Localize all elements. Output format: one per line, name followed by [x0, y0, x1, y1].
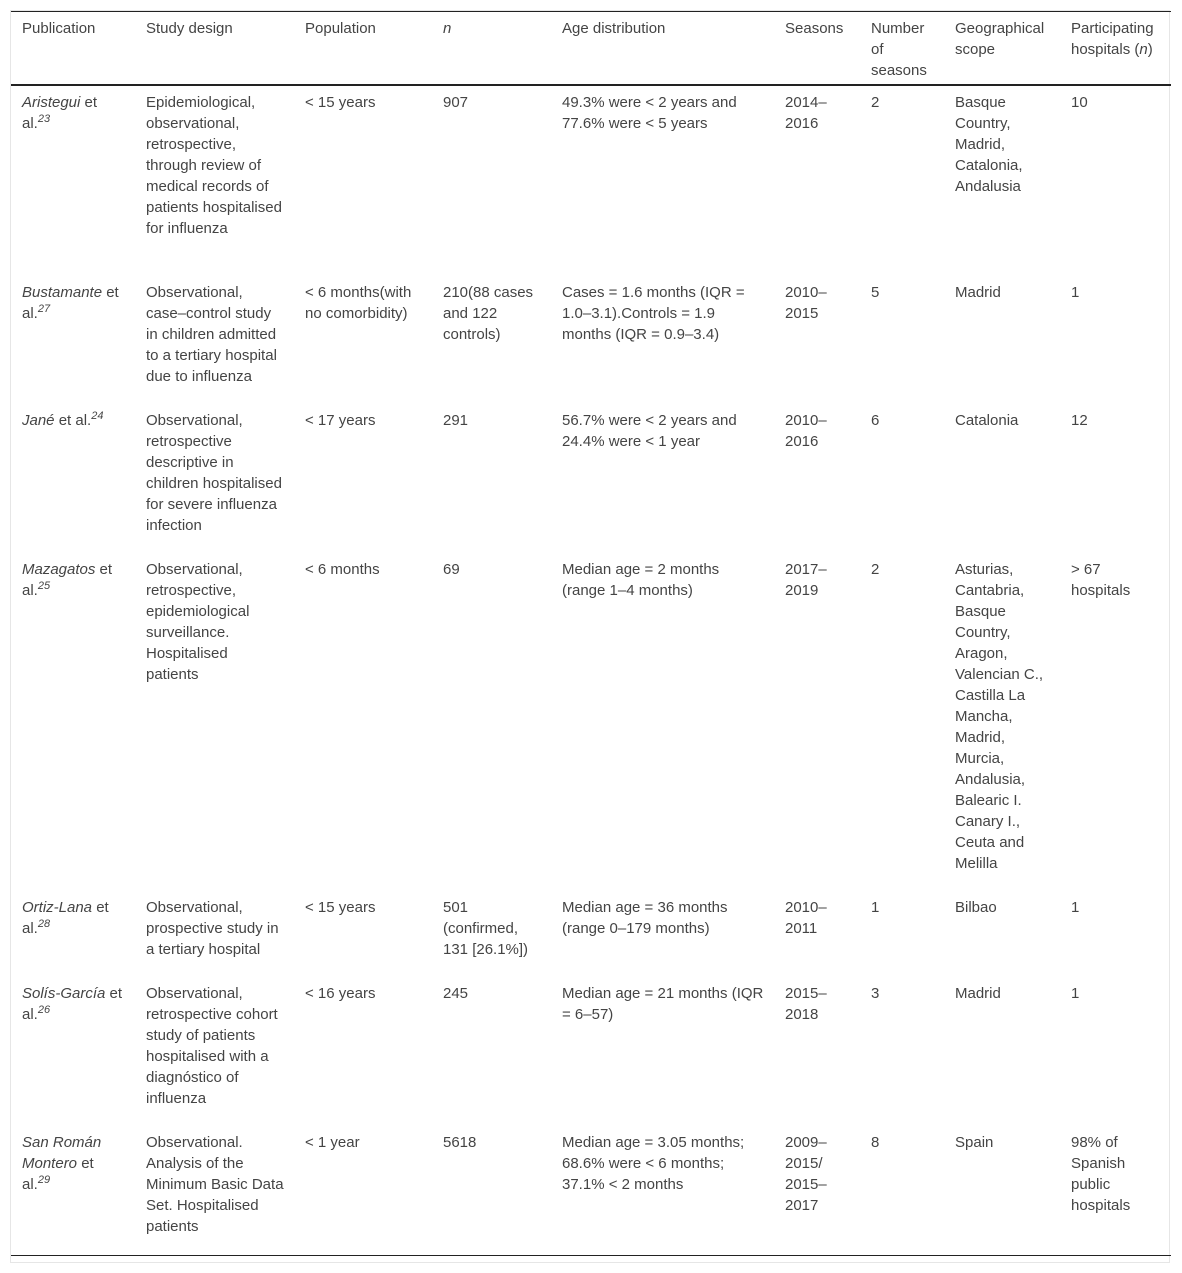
- header-n: n: [443, 20, 452, 37]
- cell-geographical-scope: Bilbao: [955, 899, 997, 916]
- cell-seasons: 2017–2019: [785, 561, 827, 599]
- cell-publication: [11, 891, 135, 977]
- cell-number-of-seasons: 1: [871, 899, 880, 916]
- cell-study-design: Observational. Analysis of the Minimum Basic Data Set. Hospitalised patients: [146, 1134, 284, 1235]
- cell-publication: [11, 553, 135, 891]
- cell-number-of-seasons: 2: [871, 94, 880, 111]
- cell-n: 5618: [443, 1134, 477, 1151]
- header-age-distribution: Age distribution: [562, 20, 666, 37]
- cell-number-of-seasons: 6: [871, 412, 880, 429]
- cell-n: 210(88 cases and 122 controls): [443, 284, 534, 343]
- cell-age-distribution: Median age = 3.05 months; 68.6% were < 6 months; 37.1% < 2 months: [562, 1134, 745, 1193]
- cell-population: < 15 years: [305, 94, 376, 111]
- table-row: [11, 1126, 1171, 1255]
- cell-age-distribution: 56.7% were < 2 years and 24.4% were < 1 year: [562, 412, 737, 450]
- cell-age-distribution: Median age = 36 months (range 0–179 months): [562, 899, 728, 937]
- et-al: et al.: [22, 284, 119, 322]
- table-row: [11, 85, 1171, 276]
- header-number-of-seasons: Number of seasons: [871, 20, 927, 79]
- reference-number: 29: [37, 1174, 51, 1186]
- header-publication: Publication: [22, 20, 96, 37]
- cell-seasons: 2009–2015/ 2015–2017: [785, 1134, 827, 1214]
- cell-study-design: Epidemiological, observational, retrospective, through review of medical records of patients hospitalised for influenza: [146, 94, 282, 237]
- header-study-design: Study design: [146, 20, 233, 37]
- cell-publication: [11, 977, 135, 1126]
- table-row: [11, 276, 1171, 404]
- reference-number: 23: [37, 113, 51, 125]
- cell-geographical-scope: Madrid: [955, 985, 1001, 1002]
- reference-number: 24: [91, 410, 104, 422]
- cell-seasons: 2010–2011: [785, 899, 827, 937]
- cell-population: < 6 months(with no comorbidity): [305, 284, 412, 322]
- cell-geographical-scope: Asturias, Cantabria, Basque Country, Aragon, Valencian C., Castilla La Mancha, Madrid, Murcia, Andalusia, Balearic I. Canary I., Ceuta and Melilla: [955, 561, 1044, 872]
- author-name: Ortiz-Lana: [22, 899, 93, 916]
- cell-participating-hospitals: 1: [1071, 899, 1080, 916]
- cell-publication: [11, 404, 135, 553]
- cell-participating-hospitals: 12: [1071, 412, 1088, 429]
- header-geographical-scope: Geographical scope: [955, 20, 1045, 58]
- cell-age-distribution: Median age = 21 months (IQR = 6–57): [562, 985, 764, 1023]
- cell-participating-hospitals: 98% of Spanish public hospitals: [1071, 1134, 1131, 1214]
- reference-number: 27: [37, 303, 51, 315]
- cell-study-design: Observational, prospective study in a tertiary hospital: [146, 899, 279, 958]
- et-al: et al.: [22, 899, 109, 937]
- cell-publication: [11, 276, 135, 404]
- table-row: [11, 891, 1171, 977]
- header-row: [11, 12, 1171, 86]
- author-name: Jané: [22, 412, 55, 429]
- header-population: Population: [305, 20, 376, 37]
- author-name: Bustamante: [22, 284, 103, 301]
- header-seasons: Seasons: [785, 20, 844, 37]
- cell-population: < 1 year: [305, 1134, 360, 1151]
- et-al: et al.: [54, 412, 92, 429]
- cell-participating-hospitals: 1: [1071, 284, 1080, 301]
- cell-study-design: Observational, retrospective cohort study of patients hospitalised with a diagnóstico of influenza: [146, 985, 278, 1107]
- cell-participating-hospitals: 1: [1071, 985, 1080, 1002]
- cell-population: < 6 months: [305, 561, 380, 578]
- cell-participating-hospitals: > 67 hospitals: [1071, 561, 1131, 599]
- author-name: Solís-García: [22, 985, 106, 1002]
- header-participating-hospitals: Participating hospitals (n): [1071, 20, 1154, 58]
- cell-number-of-seasons: 8: [871, 1134, 880, 1151]
- cell-n: 69: [443, 561, 460, 578]
- reference-number: 26: [37, 1004, 51, 1016]
- cell-study-design: Observational, retrospective, epidemiological surveillance. Hospitalised patients: [146, 561, 250, 683]
- et-al: et al.: [22, 985, 123, 1023]
- cell-geographical-scope: Catalonia: [955, 412, 1019, 429]
- studies-table: [11, 11, 1171, 1256]
- cell-population: < 15 years: [305, 899, 376, 916]
- cell-n: 291: [443, 412, 469, 429]
- cell-study-design: Observational, retrospective descriptive in children hospitalised for severe influenza infection: [146, 412, 282, 534]
- table-row: [11, 977, 1171, 1126]
- table-row: [11, 553, 1171, 891]
- cell-number-of-seasons: 5: [871, 284, 880, 301]
- cell-seasons: 2014–2016: [785, 94, 827, 132]
- cell-study-design: Observational, case–control study in children admitted to a tertiary hospital due to influenza: [146, 284, 277, 385]
- cell-age-distribution: Median age = 2 months (range 1–4 months): [562, 561, 720, 599]
- table-row: [11, 404, 1171, 553]
- cell-n: 501 (confirmed, 131 [26.1%]): [443, 899, 529, 958]
- cell-seasons: 2015–2018: [785, 985, 827, 1023]
- cell-publication: [11, 85, 135, 276]
- cell-seasons: 2010–2015: [785, 284, 827, 322]
- cell-seasons: 2010–2016: [785, 412, 827, 450]
- author-name: San Román Montero: [22, 1134, 102, 1172]
- cell-age-distribution: Cases = 1.6 months (IQR = 1.0–3.1).Controls = 1.9 months (IQR = 0.9–3.4): [562, 284, 745, 343]
- cell-geographical-scope: Spain: [955, 1134, 994, 1151]
- et-al: et al.: [22, 561, 113, 599]
- et-al: et al.: [22, 1155, 94, 1193]
- cell-population: < 17 years: [305, 412, 376, 429]
- cell-n: 907: [443, 94, 469, 111]
- cell-number-of-seasons: 3: [871, 985, 880, 1002]
- cell-population: < 16 years: [305, 985, 376, 1002]
- cell-age-distribution: 49.3% were < 2 years and 77.6% were < 5 years: [562, 94, 737, 132]
- author-name: Aristegui: [22, 94, 81, 111]
- cell-participating-hospitals: 10: [1071, 94, 1088, 111]
- cell-number-of-seasons: 2: [871, 561, 880, 578]
- author-name: Mazagatos: [22, 561, 96, 578]
- cell-publication: [11, 1126, 135, 1255]
- cell-geographical-scope: Madrid: [955, 284, 1001, 301]
- reference-number: 25: [37, 580, 51, 592]
- cell-geographical-scope: Basque Country, Madrid, Catalonia, Andalusia: [955, 94, 1023, 195]
- et-al: et al.: [22, 94, 98, 132]
- reference-number: 28: [37, 918, 51, 930]
- cell-n: 245: [443, 985, 469, 1002]
